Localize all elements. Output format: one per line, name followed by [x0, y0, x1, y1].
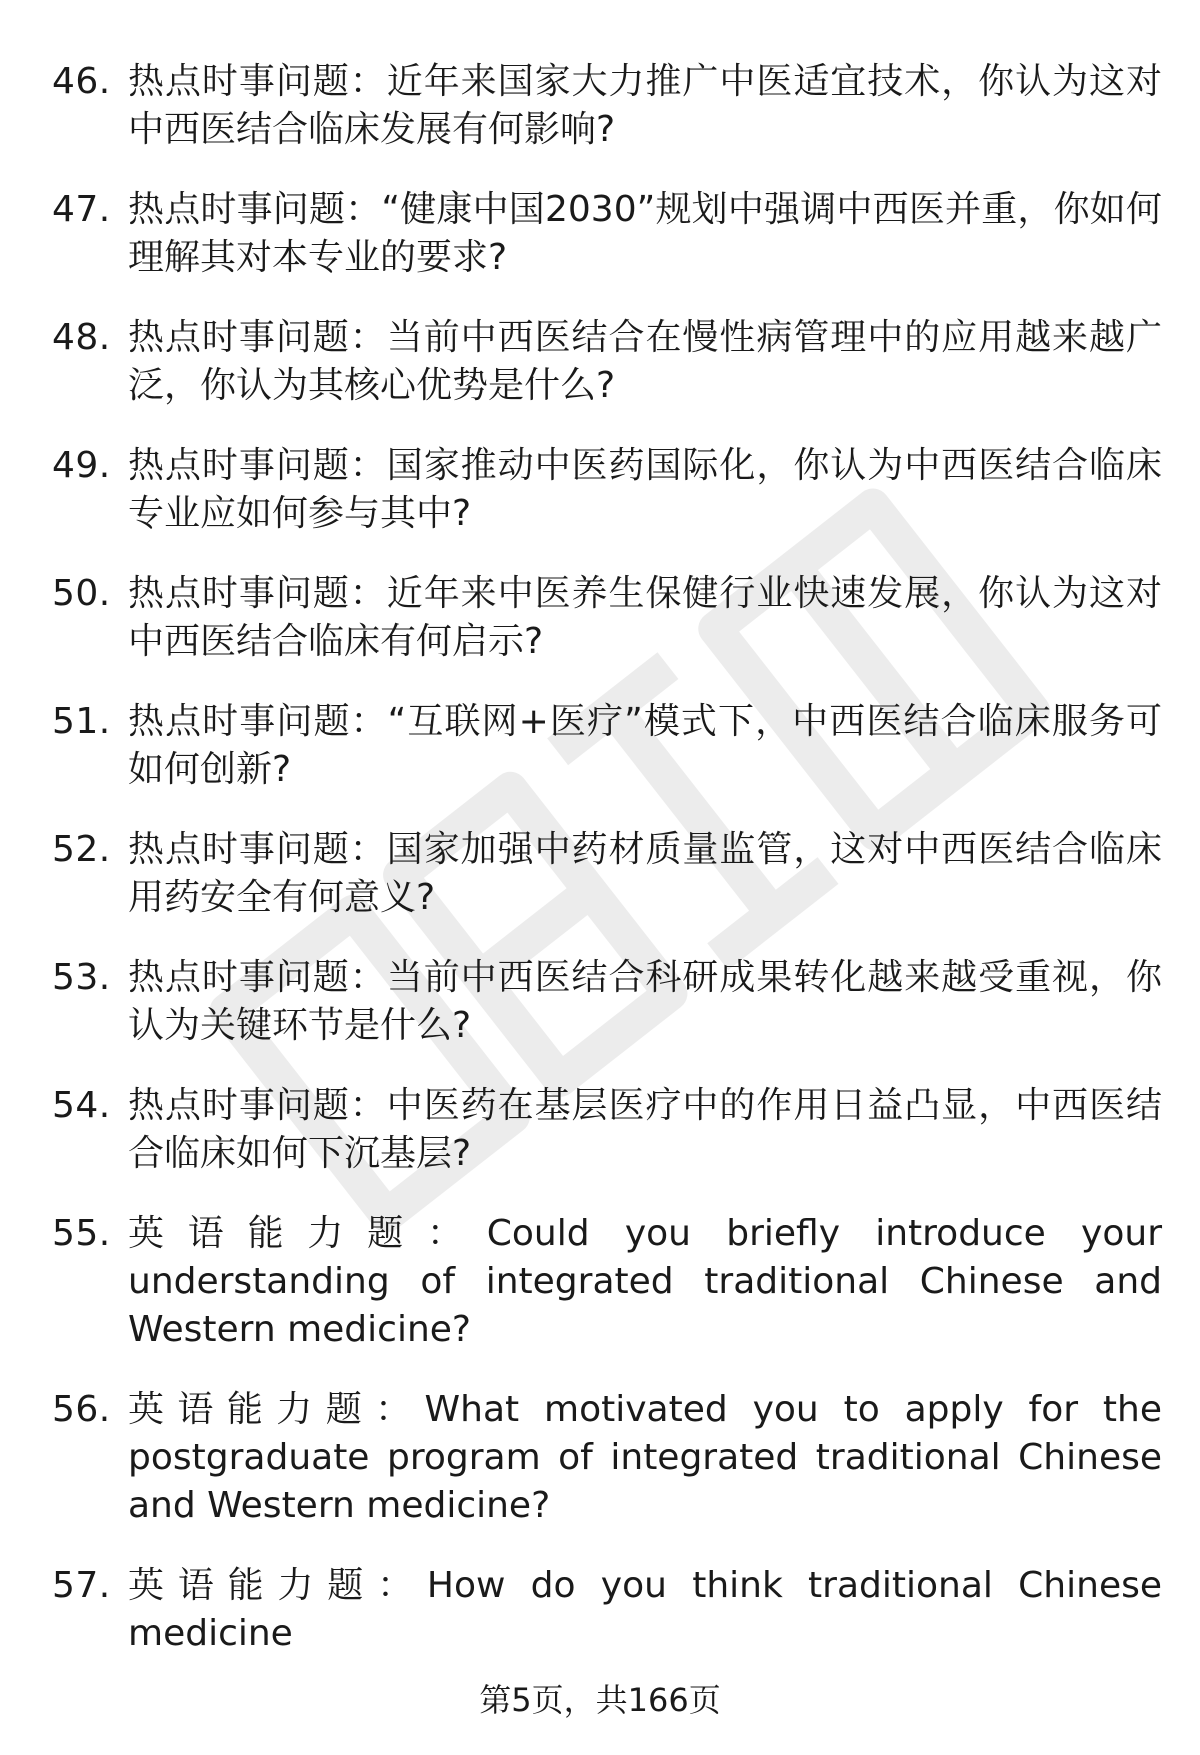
page-footer	[0, 1678, 1200, 1722]
list-item	[52, 186, 1162, 282]
question-text: 英语能力题：Could you briefly introduce your understanding of integrated traditional Chinese and Western medicine?	[128, 1213, 1162, 1350]
question-text: 热点时事问题：近年来国家大力推广中医适宜技术，你认为这对中西医结合临床发展有何影响?	[128, 61, 1162, 150]
question-text: 英语能力题：What motivated you to apply for the postgraduate program of integrated traditional Chinese and Western medicine?	[128, 1389, 1162, 1526]
question-number: 53.	[52, 957, 111, 998]
question-number: 52.	[52, 829, 111, 870]
question-number: 51.	[52, 701, 111, 742]
list-item	[52, 954, 1162, 1050]
question-number: 46.	[52, 61, 111, 102]
question-text: 热点时事问题：国家加强中药材质量监管，这对中西医结合临床用药安全有何意义?	[128, 829, 1162, 918]
list-item	[52, 570, 1162, 666]
list-item	[52, 58, 1162, 154]
question-number: 48.	[52, 317, 111, 358]
page-number-label: 第5页，共166页	[479, 1681, 721, 1719]
question-text: 热点时事问题：国家推动中医药国际化，你认为中西医结合临床专业应如何参与其中?	[128, 445, 1162, 534]
question-text: 热点时事问题：当前中西医结合科研成果转化越来越受重视，你认为关键环节是什么?	[128, 957, 1162, 1046]
list-item	[52, 826, 1162, 922]
list-item	[52, 1562, 1162, 1658]
question-text: 热点时事问题：中医药在基层医疗中的作用日益凸显，中西医结合临床如何下沉基层?	[128, 1085, 1162, 1174]
question-number: 54.	[52, 1085, 111, 1126]
question-number: 56.	[52, 1389, 111, 1430]
question-text: 热点时事问题：当前中西医结合在慢性病管理中的应用越来越广泛，你认为其核心优势是什么?	[128, 317, 1162, 406]
question-number: 57.	[52, 1565, 111, 1606]
question-list	[52, 58, 1162, 1690]
list-item	[52, 1386, 1162, 1530]
question-number: 55.	[52, 1213, 111, 1254]
list-item	[52, 314, 1162, 410]
question-number: 47.	[52, 189, 111, 230]
list-item	[52, 442, 1162, 538]
list-item	[52, 1210, 1162, 1354]
question-number: 50.	[52, 573, 111, 614]
list-item	[52, 698, 1162, 794]
question-number: 49.	[52, 445, 111, 486]
list-item	[52, 1082, 1162, 1178]
question-text: 热点时事问题：近年来中医养生保健行业快速发展，你认为这对中西医结合临床有何启示?	[128, 573, 1162, 662]
question-text: 热点时事问题：“互联网+医疗”模式下，中西医结合临床服务可如何创新?	[128, 701, 1162, 790]
question-text: 热点时事问题：“健康中国2030”规划中强调中西医并重，你如何理解其对本专业的要求?	[128, 189, 1162, 278]
question-text: 英语能力题：How do you think traditional Chinese medicine	[128, 1565, 1162, 1654]
